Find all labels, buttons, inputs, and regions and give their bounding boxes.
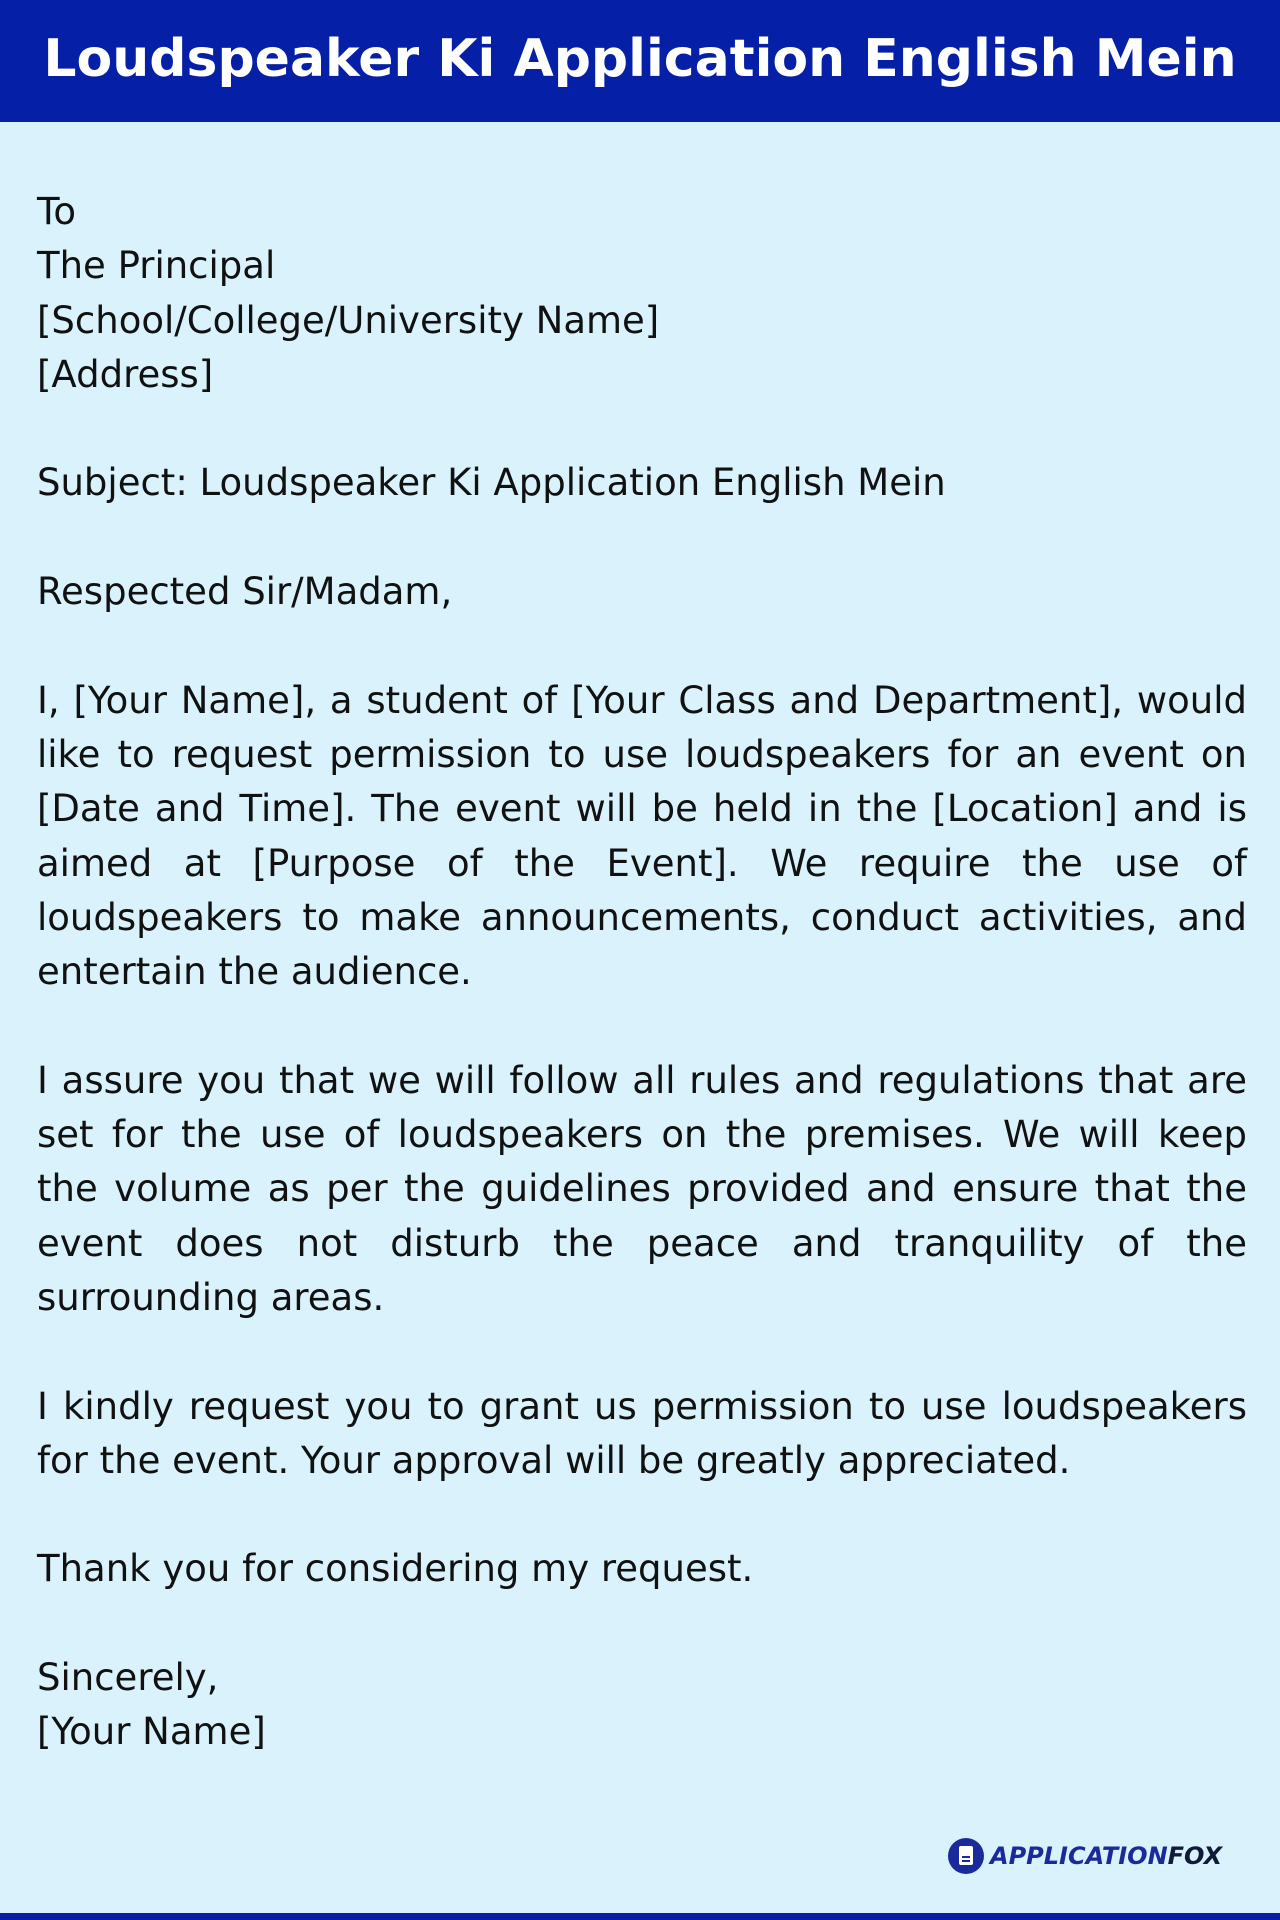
- address-line: To: [37, 190, 76, 233]
- address-line: [Address]: [37, 352, 214, 396]
- page-title: Loudspeaker Ki Application English Mein: [43, 29, 1237, 89]
- logo-wordmark-part1: APPLICATION: [990, 1842, 1168, 1870]
- body-paragraph: I assure you that we will follow all rules and regulations that are set for the use of loudspeakers on the premises. We will keep the volume as per the guidelines provided and ensure that the event does not disturb the peace and tranquility of the surrounding areas.: [37, 1058, 1247, 1319]
- signature-line: [Your Name]: [37, 1710, 266, 1754]
- footer-bar: [0, 1913, 1280, 1920]
- address-line: [School/College/University Name]: [37, 298, 660, 342]
- header-banner: [0, 0, 1280, 122]
- thanks-line: Thank you for considering my request.: [37, 1547, 754, 1591]
- logo-wordmark: [990, 1842, 1222, 1870]
- logo-wordmark-part2: FOX: [1167, 1842, 1223, 1870]
- salutation: Respected Sir/Madam,: [37, 570, 453, 614]
- document-icon: [948, 1838, 984, 1874]
- body-paragraph: I, [Your Name], a student of [Your Class and Department], would like to request permission to use loudspeakers for an event on [Date and Time]. The event will be held in the [Location] and is aimed at [Purpose of the Event]. We require the use of loudspeakers to make announcements, conduct activities, and entertain the audience.: [37, 678, 1247, 994]
- subject-line: Subject: Loudspeaker Ki Application English Mein: [37, 461, 946, 505]
- body-paragraph: I kindly request you to grant us permission to use loudspeakers for the event. Your approval will be greatly appreciated.: [37, 1384, 1247, 1482]
- closing-line: Sincerely,: [37, 1656, 219, 1700]
- applicationfox-logo: [948, 1836, 1222, 1876]
- letter-body: [37, 185, 1247, 1760]
- address-line: The Principal: [37, 244, 276, 288]
